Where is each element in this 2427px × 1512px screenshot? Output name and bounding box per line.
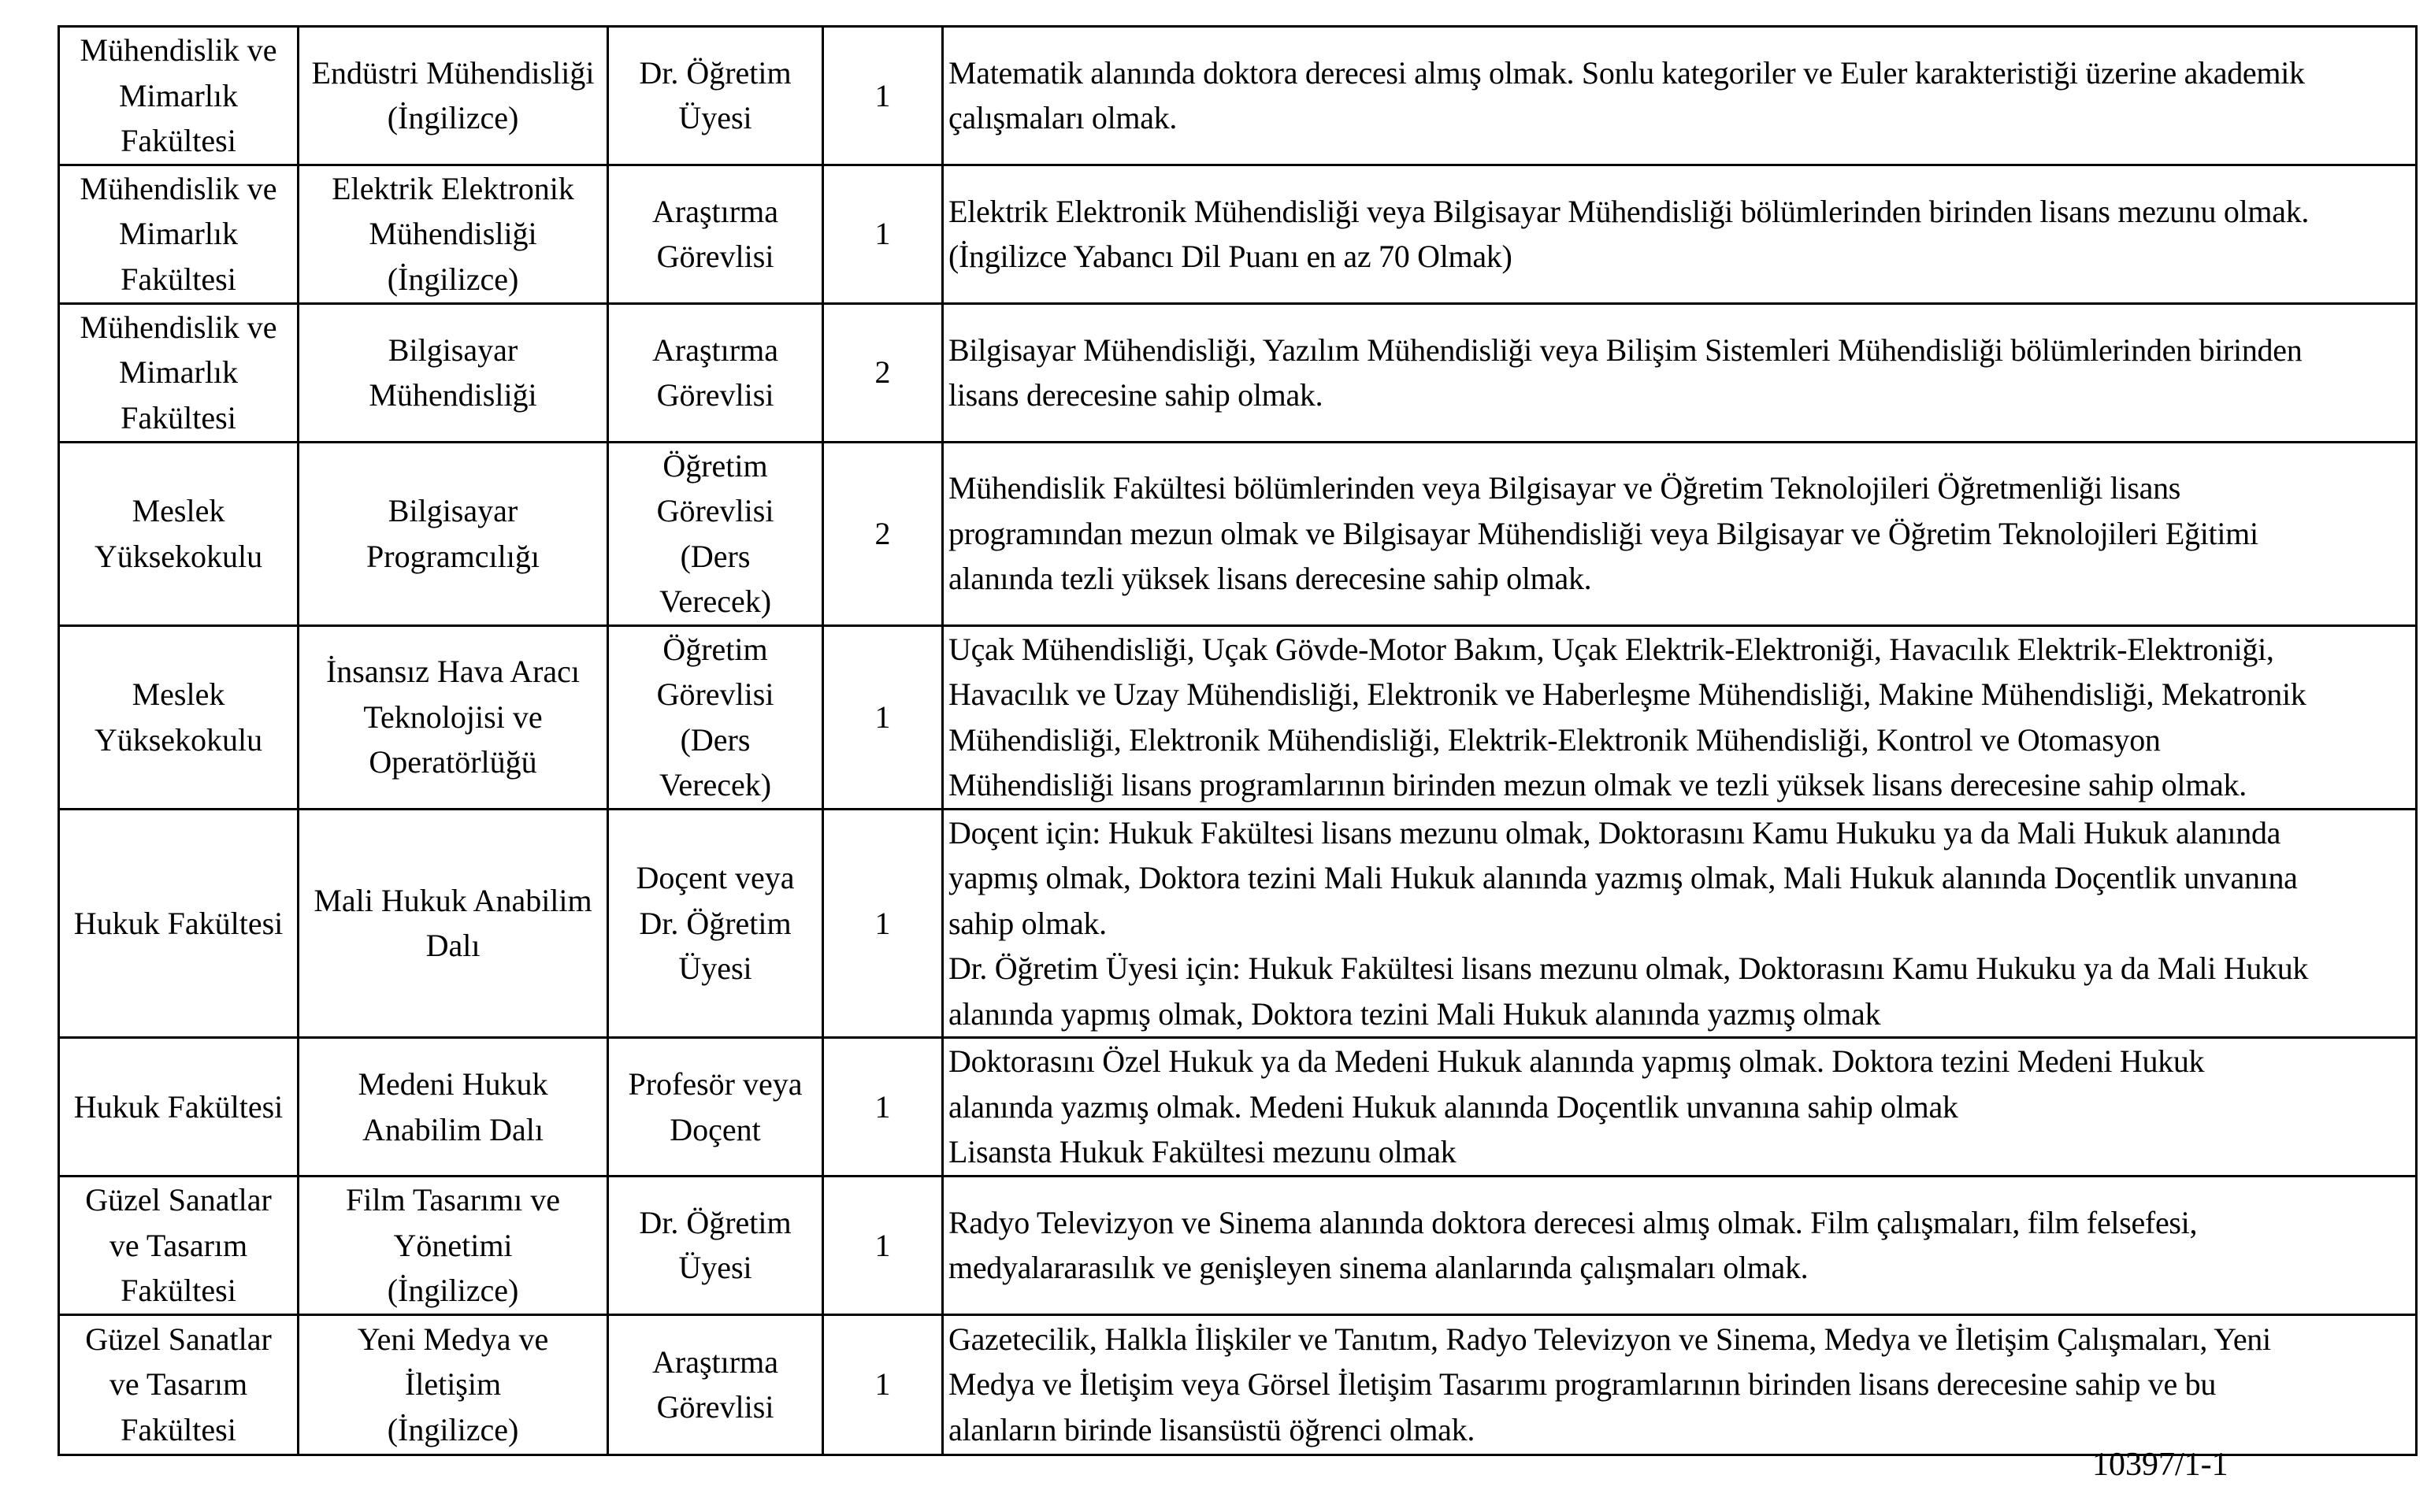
faculty-cell: [59, 303, 299, 442]
title-line: Araştırma: [652, 1343, 778, 1380]
faculty-line: Mimarlık: [118, 354, 239, 391]
requirements-line: Dr. Öğretim Üyesi için: Hukuk Fakültesi lisans mezunu olmak, Doktorasını Kamu Hukuku ya da Mali Hukuk: [948, 951, 2309, 986]
title-line: Doçent veya: [636, 860, 795, 895]
department-line: (İngilizce): [387, 1273, 519, 1308]
department-cell: [299, 27, 608, 165]
faculty-line: Meslek: [132, 676, 225, 712]
department-line: Endüstri Mühendisliği: [311, 54, 595, 91]
faculty-line: Fakültesi: [121, 399, 236, 435]
title-line: Görevlisi: [656, 377, 774, 413]
requirements-line: (İngilizce Yabancı Dil Puanı en az 70 Olmak): [948, 239, 1512, 274]
faculty-line: Mühendislik ve: [80, 32, 277, 68]
count-cell: 1: [823, 1177, 943, 1315]
department-cell: [299, 625, 608, 809]
faculty-line: Mühendislik ve: [80, 170, 277, 206]
requirements-line: lisans derecesine sahip olmak.: [948, 377, 1323, 413]
faculty-line: Hukuk Fakültesi: [73, 1088, 284, 1125]
title-line: Araştırma: [652, 193, 778, 229]
faculty-cell: [59, 1177, 299, 1315]
department-line: Elektrik Elektronik: [332, 170, 574, 206]
title-line: Dr. Öğretim: [639, 905, 792, 941]
faculty-line: Güzel Sanatlar: [85, 1182, 272, 1217]
faculty-line: Fakültesi: [121, 1273, 236, 1308]
title-line: Görevlisi: [656, 1389, 774, 1425]
department-line: Operatörlüğü: [369, 744, 537, 780]
count-cell: 1: [823, 165, 943, 303]
department-line: Mali Hukuk Anabilim: [314, 882, 592, 918]
title-line: Verecek): [659, 767, 772, 802]
requirements-line: medyalararasılık ve genişleyen sinema alanlarında çalışmaları olmak.: [948, 1250, 1809, 1286]
title-cell: [608, 625, 823, 809]
department-cell: [299, 1038, 608, 1177]
department-line: İletişim: [404, 1366, 502, 1403]
count-cell: 1: [823, 1038, 943, 1177]
requirements-cell: [943, 1314, 2417, 1455]
title-line: Araştırma: [652, 332, 778, 368]
department-cell: [299, 1177, 608, 1315]
faculty-cell: [59, 625, 299, 809]
requirements-cell: [943, 303, 2417, 442]
count-cell: 2: [823, 303, 943, 442]
department-line: Dalı: [425, 928, 481, 964]
faculty-line: Fakültesi: [121, 123, 236, 158]
table-row: [59, 625, 2417, 809]
requirements-line: Havacılık ve Uzay Mühendisliği, Elektronik ve Haberleşme Mühendisliği, Makine Mühendisliği, Mekatronik: [948, 676, 2306, 712]
faculty-line: Güzel Sanatlar: [85, 1321, 272, 1357]
faculty-cell: [59, 27, 299, 165]
faculty-line: Yüksekokulu: [94, 538, 263, 574]
faculty-cell: [59, 1314, 299, 1455]
faculty-line: Yüksekokulu: [94, 721, 263, 758]
title-cell: [608, 1314, 823, 1455]
requirements-cell: [943, 625, 2417, 809]
faculty-line: Mimarlık: [118, 77, 239, 113]
requirements-line: Matematik alanında doktora derecesi almış olmak. Sonlu kategoriler ve Euler karakteristiği üzerine akademik: [948, 54, 2305, 91]
requirements-cell: [943, 27, 2417, 165]
title-line: Dr. Öğretim: [639, 1204, 792, 1240]
faculty-line: Meslek: [132, 493, 225, 528]
faculty-line: Hukuk Fakültesi: [73, 905, 284, 941]
department-line: Mühendisliği: [369, 216, 537, 252]
title-line: Üyesi: [678, 1250, 752, 1286]
count-cell: 2: [823, 442, 943, 625]
table-row: [59, 27, 2417, 165]
department-line: Medeni Hukuk: [358, 1066, 548, 1102]
title-cell: [608, 27, 823, 165]
title-cell: [608, 1177, 823, 1315]
requirements-line: programından mezun olmak ve Bilgisayar Mühendisliği veya Bilgisayar ve Öğretim Teknolojileri Eğitimi: [948, 515, 2258, 551]
title-cell: [608, 442, 823, 625]
department-line: Yönetimi: [393, 1227, 513, 1263]
requirements-line: Elektrik Elektronik Mühendisliği veya Bilgisayar Mühendisliği bölümlerinden birinden lisans mezunu olmak.: [948, 193, 2310, 229]
requirements-line: Doktorasını Özel Hukuk ya da Medeni Hukuk alanında yapmış olmak. Doktora tezini Medeni Hukuk: [948, 1043, 2205, 1080]
table-row: [59, 442, 2417, 625]
faculty-line: Fakültesi: [121, 1411, 236, 1447]
requirements-line: Radyo Televizyon ve Sinema alanında doktora derecesi almış olmak. Film çalışmaları, film felsefesi,: [948, 1204, 2198, 1240]
department-line: (İngilizce): [387, 261, 519, 297]
title-line: Profesör veya: [628, 1066, 803, 1102]
table-row: [59, 1314, 2417, 1455]
title-line: Dr. Öğretim: [639, 54, 792, 91]
department-cell: [299, 1314, 608, 1455]
department-line: İnsansız Hava Aracı: [325, 654, 581, 690]
faculty-line: Fakültesi: [121, 261, 236, 297]
table-row: [59, 303, 2417, 442]
count-cell: 1: [823, 625, 943, 809]
title-line: Doçent: [670, 1111, 761, 1147]
title-line: Öğretim: [662, 447, 768, 484]
title-cell: [608, 1038, 823, 1177]
department-cell: [299, 303, 608, 442]
requirements-line: alanında yazmış olmak. Medeni Hukuk alanında Doçentlik unvanına sahip olmak: [948, 1088, 1958, 1125]
title-line: Üyesi: [678, 100, 752, 136]
title-cell: [608, 303, 823, 442]
requirements-line: alanların birinde lisansüstü öğrenci olmak.: [948, 1411, 1475, 1447]
faculty-line: ve Tasarım: [109, 1227, 248, 1263]
requirements-cell: [943, 442, 2417, 625]
positions-table: [58, 25, 2418, 1456]
requirements-line: Lisansta Hukuk Fakültesi mezunu olmak: [948, 1134, 1457, 1170]
requirements-line: sahip olmak.: [948, 905, 1107, 941]
department-line: Film Tasarımı ve: [346, 1182, 560, 1217]
department-line: Programcılığı: [366, 538, 540, 574]
faculty-cell: [59, 442, 299, 625]
title-cell: [608, 809, 823, 1038]
faculty-line: ve Tasarım: [109, 1366, 248, 1403]
requirements-line: alanında tezli yüksek lisans derecesine sahip olmak.: [948, 561, 1592, 597]
count-cell: 1: [823, 27, 943, 165]
document-code: 10397/1-1: [2092, 1447, 2228, 1483]
requirements-line: Doçent için: Hukuk Fakültesi lisans mezunu olmak, Doktorasını Kamu Hukuku ya da Mali Hukuk alanında: [948, 814, 2281, 850]
requirements-line: yapmış olmak, Doktora tezini Mali Hukuk alanında yazmış olmak, Mali Hukuk alanında Doçentlik unvanına: [948, 860, 2298, 895]
title-line: Öğretim: [662, 631, 768, 667]
requirements-line: Bilgisayar Mühendisliği, Yazılım Mühendisliği veya Bilişim Sistemleri Mühendisliği bölümlerinden birinden: [948, 332, 2303, 368]
table-row: [59, 1177, 2417, 1315]
faculty-line: Mühendislik ve: [80, 309, 277, 345]
department-cell: [299, 809, 608, 1038]
title-line: Görevlisi: [656, 239, 774, 274]
department-line: Bilgisayar: [388, 493, 518, 528]
title-cell: [608, 165, 823, 303]
requirements-cell: [943, 809, 2417, 1038]
requirements-line: Mühendisliği, Elektronik Mühendisliği, Elektrik-Elektronik Mühendisliği, Kontrol ve Otomasyon: [948, 721, 2161, 758]
title-line: Görevlisi: [656, 493, 774, 528]
department-line: (İngilizce): [387, 1411, 519, 1447]
title-line: Verecek): [659, 584, 772, 619]
department-line: Anabilim Dalı: [362, 1111, 544, 1147]
department-line: Teknolojisi ve: [363, 699, 543, 735]
requirements-cell: [943, 165, 2417, 303]
table-row: [59, 1038, 2417, 1177]
department-cell: [299, 442, 608, 625]
department-line: Mühendisliği: [369, 377, 537, 413]
requirements-line: Mühendislik Fakültesi bölümlerinden veya Bilgisayar ve Öğretim Teknolojileri Öğretmenliği lisans: [948, 470, 2181, 506]
title-line: Üyesi: [678, 951, 752, 986]
title-line: Görevlisi: [656, 676, 774, 712]
requirements-cell: [943, 1177, 2417, 1315]
department-line: Bilgisayar: [388, 332, 518, 368]
requirements-line: alanında yapmış olmak, Doktora tezini Mali Hukuk alanında yazmış olmak: [948, 995, 1881, 1032]
title-line: (Ders: [680, 538, 751, 574]
count-cell: 1: [823, 1314, 943, 1455]
department-line: Yeni Medya ve: [357, 1321, 549, 1357]
table-row: [59, 165, 2417, 303]
requirements-line: Uçak Mühendisliği, Uçak Gövde-Motor Bakım, Uçak Elektrik-Elektroniği, Havacılık Elektrik-Elektroniği,: [948, 631, 2274, 667]
faculty-cell: [59, 1038, 299, 1177]
count-cell: 1: [823, 809, 943, 1038]
faculty-cell: [59, 809, 299, 1038]
department-cell: [299, 165, 608, 303]
requirements-line: çalışmaları olmak.: [948, 100, 1178, 136]
requirements-line: Medya ve İletişim veya Görsel İletişim Tasarımı programlarının birinden lisans derecesine sahip ve bu: [948, 1366, 2217, 1403]
faculty-cell: [59, 165, 299, 303]
title-line: (Ders: [680, 721, 751, 758]
requirements-line: Gazetecilik, Halkla İlişkiler ve Tanıtım, Radyo Televizyon ve Sinema, Medya ve İletişim Çalışmaları, Yeni: [948, 1321, 2271, 1357]
requirements-cell: [943, 1038, 2417, 1177]
requirements-line: Mühendisliği lisans programlarının birinden mezun olmak ve tezli yüksek lisans derecesine sahip olmak.: [948, 767, 2247, 802]
department-line: (İngilizce): [387, 100, 519, 136]
table-row: [59, 809, 2417, 1038]
faculty-line: Mimarlık: [118, 216, 239, 252]
